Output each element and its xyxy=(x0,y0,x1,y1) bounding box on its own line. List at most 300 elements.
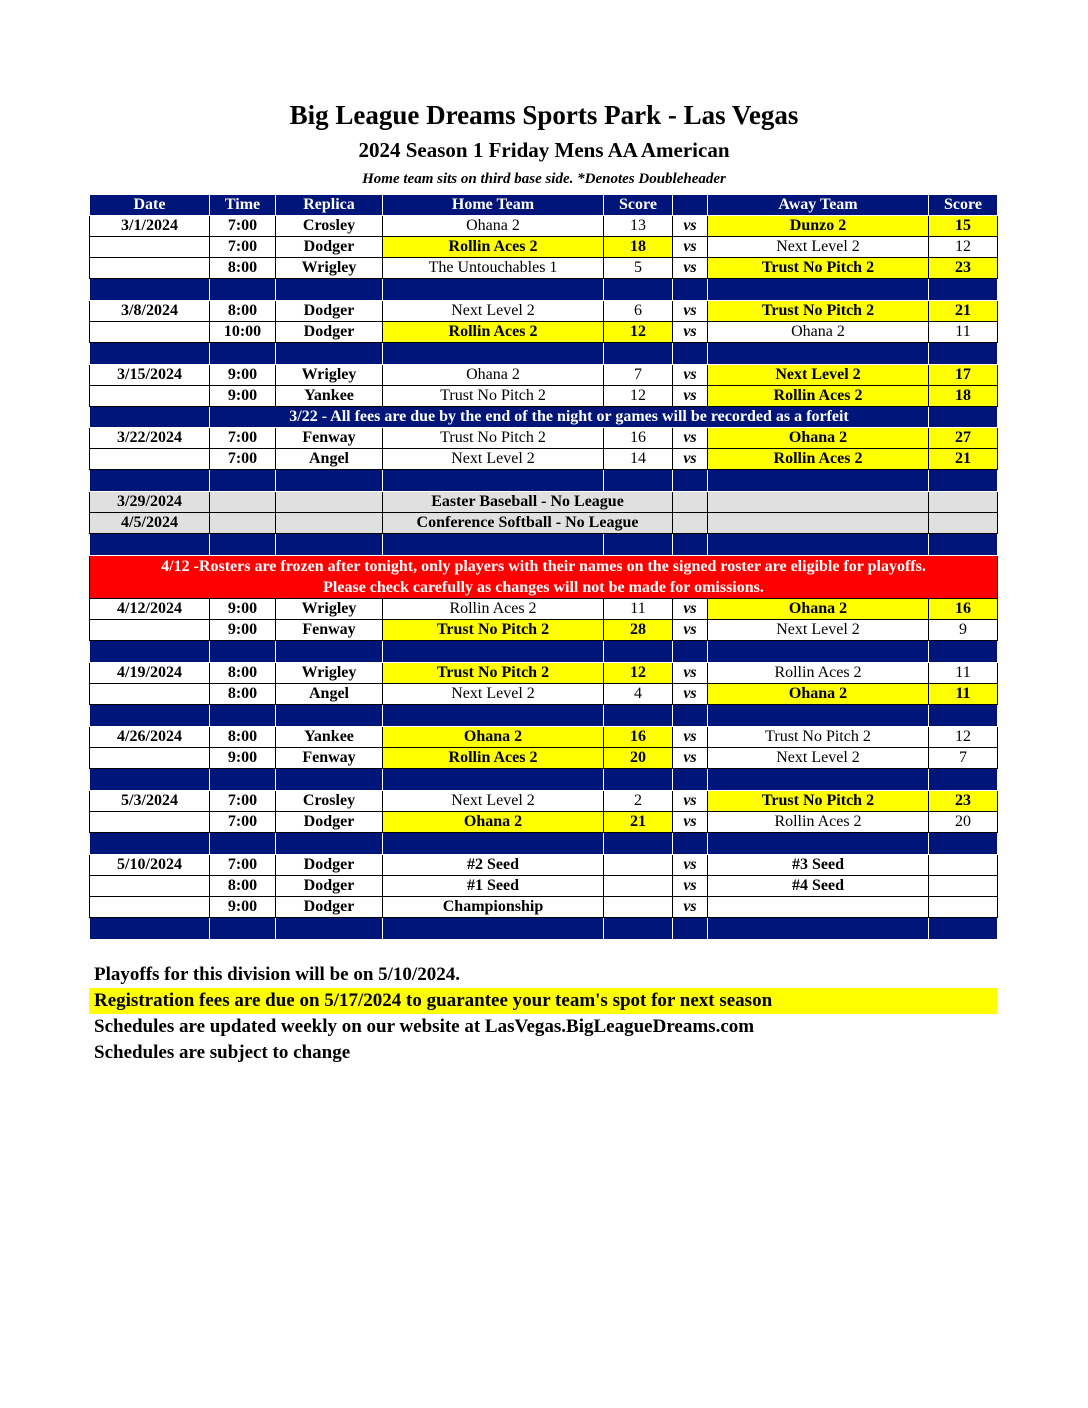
away-team-cell: Rollin Aces 2 xyxy=(708,663,929,684)
spacer-cell xyxy=(604,470,673,492)
spacer-cell xyxy=(673,833,708,855)
col-header-date: Date xyxy=(90,195,210,216)
away-team-cell: Dunzo 2 xyxy=(708,216,929,237)
away-score-cell: 23 xyxy=(929,258,998,279)
game-row xyxy=(90,386,998,407)
spacer-cell xyxy=(604,833,673,855)
roster-freeze-line-1: 4/12 -Rosters are frozen after tonight, only players with their names on the signed roster are eligible for playoffs. xyxy=(161,558,926,575)
home-team-cell: Ohana 2 xyxy=(383,727,604,748)
away-score-cell: 27 xyxy=(929,428,998,449)
time-cell: 7:00 xyxy=(210,812,276,833)
replica-cell: Wrigley xyxy=(276,663,383,684)
game-row xyxy=(90,365,998,386)
away-team-cell: #3 Seed xyxy=(708,855,929,876)
replica-cell: Dodger xyxy=(276,301,383,322)
game-row xyxy=(90,301,998,322)
home-score-cell xyxy=(604,876,673,897)
spacer-row xyxy=(90,705,998,727)
home-team-note: Home team sits on third base side. *Denotes Doubleheader xyxy=(362,171,726,187)
away-score-cell: 7 xyxy=(929,748,998,769)
spacer-cell xyxy=(604,769,673,791)
time-cell: 7:00 xyxy=(210,428,276,449)
home-score-cell: 11 xyxy=(604,599,673,620)
spacer-cell xyxy=(210,918,276,940)
game-row xyxy=(90,855,998,876)
away-team-cell: Next Level 2 xyxy=(708,620,929,641)
replica-cell: Dodger xyxy=(276,812,383,833)
replica-cell xyxy=(276,492,383,513)
date-cell: 4/19/2024 xyxy=(90,663,210,684)
spacer-cell xyxy=(929,470,998,492)
col-header-away-score: Score xyxy=(929,195,998,216)
replica-cell: Fenway xyxy=(276,428,383,449)
page-subtitle: 2024 Season 1 Friday Mens AA American xyxy=(358,138,730,162)
spacer-cell xyxy=(708,918,929,940)
date-cell: 3/1/2024 xyxy=(90,216,210,237)
date-cell xyxy=(90,322,210,343)
away-team-cell: Trust No Pitch 2 xyxy=(708,258,929,279)
time-cell: 8:00 xyxy=(210,258,276,279)
vs-cell: vs xyxy=(673,897,708,918)
spacer-cell xyxy=(383,918,604,940)
game-row xyxy=(90,727,998,748)
spacer-cell xyxy=(276,918,383,940)
time-cell: 9:00 xyxy=(210,620,276,641)
col-header-vs xyxy=(673,195,708,216)
time-cell: 8:00 xyxy=(210,684,276,705)
home-team-cell: Rollin Aces 2 xyxy=(383,748,604,769)
home-score-cell: 14 xyxy=(604,449,673,470)
no-league-row xyxy=(90,492,998,513)
spacer-row xyxy=(90,534,998,556)
away-score-cell: 11 xyxy=(929,684,998,705)
spacer-cell xyxy=(929,705,998,727)
spacer-cell xyxy=(604,343,673,365)
vs-cell: vs xyxy=(673,258,708,279)
spacer-cell xyxy=(276,769,383,791)
vs-cell: vs xyxy=(673,237,708,258)
spacer-cell xyxy=(673,343,708,365)
time-cell: 9:00 xyxy=(210,897,276,918)
spacer-cell xyxy=(708,769,929,791)
away-team-cell: Next Level 2 xyxy=(708,237,929,258)
date-cell xyxy=(90,684,210,705)
spacer-row xyxy=(90,918,998,940)
home-team-cell: Next Level 2 xyxy=(383,301,604,322)
game-row xyxy=(90,449,998,470)
replica-cell: Dodger xyxy=(276,237,383,258)
home-score-cell: 20 xyxy=(604,748,673,769)
time-cell: 9:00 xyxy=(210,599,276,620)
game-row xyxy=(90,663,998,684)
spacer-cell xyxy=(383,534,604,556)
game-row xyxy=(90,684,998,705)
spacer-cell xyxy=(276,705,383,727)
vs-cell: vs xyxy=(673,428,708,449)
replica-cell: Yankee xyxy=(276,386,383,407)
spacer-cell xyxy=(210,833,276,855)
away-score-cell: 11 xyxy=(929,663,998,684)
game-row xyxy=(90,216,998,237)
col-header-time: Time xyxy=(210,195,276,216)
spacer-cell xyxy=(276,641,383,663)
schedule-table xyxy=(89,194,998,940)
home-score-cell: 4 xyxy=(604,684,673,705)
away-score-cell: 12 xyxy=(929,237,998,258)
spacer-cell xyxy=(210,769,276,791)
away-score-cell: 12 xyxy=(929,727,998,748)
vs-cell: vs xyxy=(673,876,708,897)
replica-cell: Wrigley xyxy=(276,258,383,279)
spacer-cell xyxy=(90,918,210,940)
replica-cell: Dodger xyxy=(276,876,383,897)
spacer-cell xyxy=(929,833,998,855)
spacer-cell xyxy=(673,534,708,556)
spacer-cell xyxy=(90,705,210,727)
away-score-cell: 20 xyxy=(929,812,998,833)
away-team-cell: Ohana 2 xyxy=(708,599,929,620)
time-cell: 7:00 xyxy=(210,216,276,237)
home-score-cell: 5 xyxy=(604,258,673,279)
vs-cell: vs xyxy=(673,386,708,407)
vs-cell: vs xyxy=(673,855,708,876)
date-cell: 5/10/2024 xyxy=(90,855,210,876)
game-row xyxy=(90,599,998,620)
home-score-cell: 28 xyxy=(604,620,673,641)
game-row xyxy=(90,812,998,833)
spacer-cell xyxy=(90,407,210,428)
home-team-cell: Championship xyxy=(383,897,604,918)
playoffs-note: Playoffs for this division will be on 5/10/2024. xyxy=(94,964,460,985)
away-score-cell xyxy=(929,492,998,513)
page-title: Big League Dreams Sports Park - Las Vegas xyxy=(289,100,799,130)
time-cell: 8:00 xyxy=(210,876,276,897)
spacer-cell xyxy=(210,705,276,727)
spacer-cell xyxy=(929,641,998,663)
spacer-cell xyxy=(383,470,604,492)
replica-cell: Wrigley xyxy=(276,365,383,386)
home-score-cell: 6 xyxy=(604,301,673,322)
away-score-cell: 23 xyxy=(929,791,998,812)
game-row xyxy=(90,428,998,449)
home-team-cell: Trust No Pitch 2 xyxy=(383,663,604,684)
vs-cell: vs xyxy=(673,216,708,237)
date-cell xyxy=(90,449,210,470)
spacer-cell xyxy=(210,534,276,556)
game-row xyxy=(90,258,998,279)
vs-cell: vs xyxy=(673,791,708,812)
home-score-cell: 12 xyxy=(604,322,673,343)
away-score-cell: 18 xyxy=(929,386,998,407)
home-score-cell xyxy=(604,897,673,918)
home-score-cell xyxy=(604,855,673,876)
time-cell: 7:00 xyxy=(210,855,276,876)
spacer-cell xyxy=(708,279,929,301)
date-cell: 5/3/2024 xyxy=(90,791,210,812)
game-row xyxy=(90,620,998,641)
away-team-cell xyxy=(708,513,929,534)
table-header-row xyxy=(90,195,998,216)
game-row xyxy=(90,791,998,812)
spacer-cell xyxy=(929,918,998,940)
spacer-cell xyxy=(90,641,210,663)
spacer-cell xyxy=(276,343,383,365)
spacer-cell xyxy=(210,470,276,492)
spacer-cell xyxy=(90,534,210,556)
vs-cell: vs xyxy=(673,322,708,343)
spacer-cell xyxy=(929,343,998,365)
away-score-cell: 21 xyxy=(929,449,998,470)
spacer-row xyxy=(90,343,998,365)
away-score-cell: 17 xyxy=(929,365,998,386)
away-team-cell: Next Level 2 xyxy=(708,748,929,769)
spacer-cell xyxy=(604,279,673,301)
date-cell xyxy=(90,748,210,769)
col-header-replica: Replica xyxy=(276,195,383,216)
vs-cell: vs xyxy=(673,449,708,470)
spacer-cell xyxy=(673,705,708,727)
home-score-cell: 7 xyxy=(604,365,673,386)
game-row xyxy=(90,322,998,343)
time-cell xyxy=(210,492,276,513)
spacer-cell xyxy=(673,279,708,301)
vs-cell: vs xyxy=(673,599,708,620)
date-cell: 4/5/2024 xyxy=(90,513,210,534)
replica-cell: Crosley xyxy=(276,791,383,812)
date-cell: 3/22/2024 xyxy=(90,428,210,449)
spacer-cell xyxy=(210,641,276,663)
away-team-cell: Rollin Aces 2 xyxy=(708,449,929,470)
vs-cell xyxy=(673,513,708,534)
spacer-cell xyxy=(929,407,998,428)
home-team-cell: Ohana 2 xyxy=(383,216,604,237)
spacer-cell xyxy=(708,833,929,855)
no-league-row xyxy=(90,513,998,534)
time-cell: 8:00 xyxy=(210,727,276,748)
date-cell: 3/15/2024 xyxy=(90,365,210,386)
spacer-cell xyxy=(929,534,998,556)
date-cell xyxy=(90,237,210,258)
home-team-cell: Rollin Aces 2 xyxy=(383,322,604,343)
spacer-row xyxy=(90,769,998,791)
replica-cell: Dodger xyxy=(276,855,383,876)
date-cell xyxy=(90,876,210,897)
away-team-cell: Rollin Aces 2 xyxy=(708,812,929,833)
spacer-cell xyxy=(708,641,929,663)
replica-cell: Angel xyxy=(276,684,383,705)
roster-freeze-row xyxy=(90,556,998,599)
spacer-cell xyxy=(276,534,383,556)
vs-cell: vs xyxy=(673,684,708,705)
spacer-cell xyxy=(276,279,383,301)
time-cell: 8:00 xyxy=(210,301,276,322)
home-score-cell: 16 xyxy=(604,727,673,748)
vs-cell: vs xyxy=(673,812,708,833)
away-team-cell xyxy=(708,897,929,918)
time-cell: 9:00 xyxy=(210,365,276,386)
spacer-cell xyxy=(929,769,998,791)
spacer-cell xyxy=(90,769,210,791)
date-cell: 4/26/2024 xyxy=(90,727,210,748)
away-team-cell xyxy=(708,492,929,513)
away-team-cell: Ohana 2 xyxy=(708,684,929,705)
spacer-cell xyxy=(604,918,673,940)
spacer-cell xyxy=(604,641,673,663)
spacer-cell xyxy=(604,705,673,727)
replica-cell: Dodger xyxy=(276,897,383,918)
away-team-cell: Ohana 2 xyxy=(708,428,929,449)
no-league-text: Easter Baseball - No League xyxy=(383,492,673,513)
away-score-cell: 11 xyxy=(929,322,998,343)
away-score-cell: 16 xyxy=(929,599,998,620)
home-team-cell: #1 Seed xyxy=(383,876,604,897)
spacer-cell xyxy=(383,343,604,365)
spacer-row xyxy=(90,470,998,492)
roster-freeze-line-2: Please check carefully as changes will not be made for omissions. xyxy=(323,579,764,596)
spacer-cell xyxy=(383,769,604,791)
replica-cell: Angel xyxy=(276,449,383,470)
game-row xyxy=(90,876,998,897)
schedule-body xyxy=(90,216,998,940)
home-team-cell: Next Level 2 xyxy=(383,684,604,705)
spacer-cell xyxy=(673,769,708,791)
away-team-cell: Rollin Aces 2 xyxy=(708,386,929,407)
col-header-home-team: Home Team xyxy=(383,195,604,216)
away-score-cell xyxy=(929,897,998,918)
spacer-cell xyxy=(383,641,604,663)
home-team-cell: Trust No Pitch 2 xyxy=(383,386,604,407)
time-cell: 7:00 xyxy=(210,791,276,812)
vs-cell: vs xyxy=(673,663,708,684)
spacer-cell xyxy=(708,705,929,727)
home-score-cell: 18 xyxy=(604,237,673,258)
date-cell xyxy=(90,897,210,918)
home-team-cell: Next Level 2 xyxy=(383,791,604,812)
game-row xyxy=(90,897,998,918)
away-score-cell xyxy=(929,513,998,534)
spacer-cell xyxy=(90,343,210,365)
home-score-cell: 16 xyxy=(604,428,673,449)
registration-note: Registration fees are due on 5/17/2024 to guarantee your team's spot for next season xyxy=(89,988,997,1014)
home-team-cell: #2 Seed xyxy=(383,855,604,876)
vs-cell: vs xyxy=(673,301,708,322)
date-cell xyxy=(90,258,210,279)
spacer-cell xyxy=(708,343,929,365)
spacer-row xyxy=(90,279,998,301)
spacer-cell xyxy=(673,470,708,492)
spacer-cell xyxy=(90,470,210,492)
home-score-cell: 12 xyxy=(604,386,673,407)
replica-cell: Wrigley xyxy=(276,599,383,620)
spacer-cell xyxy=(210,343,276,365)
no-league-text: Conference Softball - No League xyxy=(383,513,673,534)
away-team-cell: Trust No Pitch 2 xyxy=(708,791,929,812)
home-team-cell: Trust No Pitch 2 xyxy=(383,620,604,641)
away-team-cell: Ohana 2 xyxy=(708,322,929,343)
replica-cell: Fenway xyxy=(276,620,383,641)
replica-cell: Dodger xyxy=(276,322,383,343)
home-team-cell: Rollin Aces 2 xyxy=(383,599,604,620)
home-team-cell: Trust No Pitch 2 xyxy=(383,428,604,449)
vs-cell: vs xyxy=(673,620,708,641)
vs-cell: vs xyxy=(673,748,708,769)
time-cell: 9:00 xyxy=(210,748,276,769)
date-cell xyxy=(90,386,210,407)
away-score-cell: 21 xyxy=(929,301,998,322)
subject-to-change-note: Schedules are subject to change xyxy=(94,1042,351,1063)
away-score-cell xyxy=(929,855,998,876)
date-cell xyxy=(90,620,210,641)
spacer-cell xyxy=(383,279,604,301)
spacer-cell xyxy=(673,918,708,940)
vs-cell: vs xyxy=(673,727,708,748)
time-cell: 7:00 xyxy=(210,237,276,258)
spacer-cell xyxy=(276,470,383,492)
website-note: Schedules are updated weekly on our website at LasVegas.BigLeagueDreams.com xyxy=(94,1016,755,1037)
time-cell: 9:00 xyxy=(210,386,276,407)
spacer-cell xyxy=(929,279,998,301)
time-cell: 10:00 xyxy=(210,322,276,343)
vs-cell: vs xyxy=(673,365,708,386)
spacer-cell xyxy=(708,534,929,556)
away-team-cell: Trust No Pitch 2 xyxy=(708,727,929,748)
spacer-cell xyxy=(90,833,210,855)
spacer-cell xyxy=(383,705,604,727)
spacer-cell xyxy=(383,833,604,855)
away-score-cell: 9 xyxy=(929,620,998,641)
home-score-cell: 13 xyxy=(604,216,673,237)
replica-cell: Crosley xyxy=(276,216,383,237)
col-header-away-team: Away Team xyxy=(708,195,929,216)
vs-cell xyxy=(673,492,708,513)
spacer-row xyxy=(90,833,998,855)
replica-cell xyxy=(276,513,383,534)
home-team-cell: Ohana 2 xyxy=(383,365,604,386)
home-score-cell: 12 xyxy=(604,663,673,684)
spacer-cell xyxy=(673,641,708,663)
time-cell: 8:00 xyxy=(210,663,276,684)
time-cell xyxy=(210,513,276,534)
date-cell xyxy=(90,812,210,833)
away-team-cell: Trust No Pitch 2 xyxy=(708,301,929,322)
replica-cell: Fenway xyxy=(276,748,383,769)
time-cell: 7:00 xyxy=(210,449,276,470)
away-score-cell: 15 xyxy=(929,216,998,237)
replica-cell: Yankee xyxy=(276,727,383,748)
roster-freeze-announcement xyxy=(90,556,998,599)
spacer-row xyxy=(90,641,998,663)
home-score-cell: 2 xyxy=(604,791,673,812)
home-score-cell: 21 xyxy=(604,812,673,833)
date-cell: 3/8/2024 xyxy=(90,301,210,322)
home-team-cell: The Untouchables 1 xyxy=(383,258,604,279)
date-cell: 3/29/2024 xyxy=(90,492,210,513)
spacer-cell xyxy=(210,279,276,301)
game-row xyxy=(90,748,998,769)
col-header-home-score: Score xyxy=(604,195,673,216)
game-row xyxy=(90,237,998,258)
spacer-cell xyxy=(90,279,210,301)
away-score-cell xyxy=(929,876,998,897)
home-team-cell: Ohana 2 xyxy=(383,812,604,833)
spacer-cell xyxy=(604,534,673,556)
spacer-cell xyxy=(708,470,929,492)
away-team-cell: #4 Seed xyxy=(708,876,929,897)
away-team-cell: Next Level 2 xyxy=(708,365,929,386)
date-cell: 4/12/2024 xyxy=(90,599,210,620)
fees-announcement: 3/22 - All fees are due by the end of the night or games will be recorded as a forfeit xyxy=(210,407,929,428)
home-team-cell: Next Level 2 xyxy=(383,449,604,470)
